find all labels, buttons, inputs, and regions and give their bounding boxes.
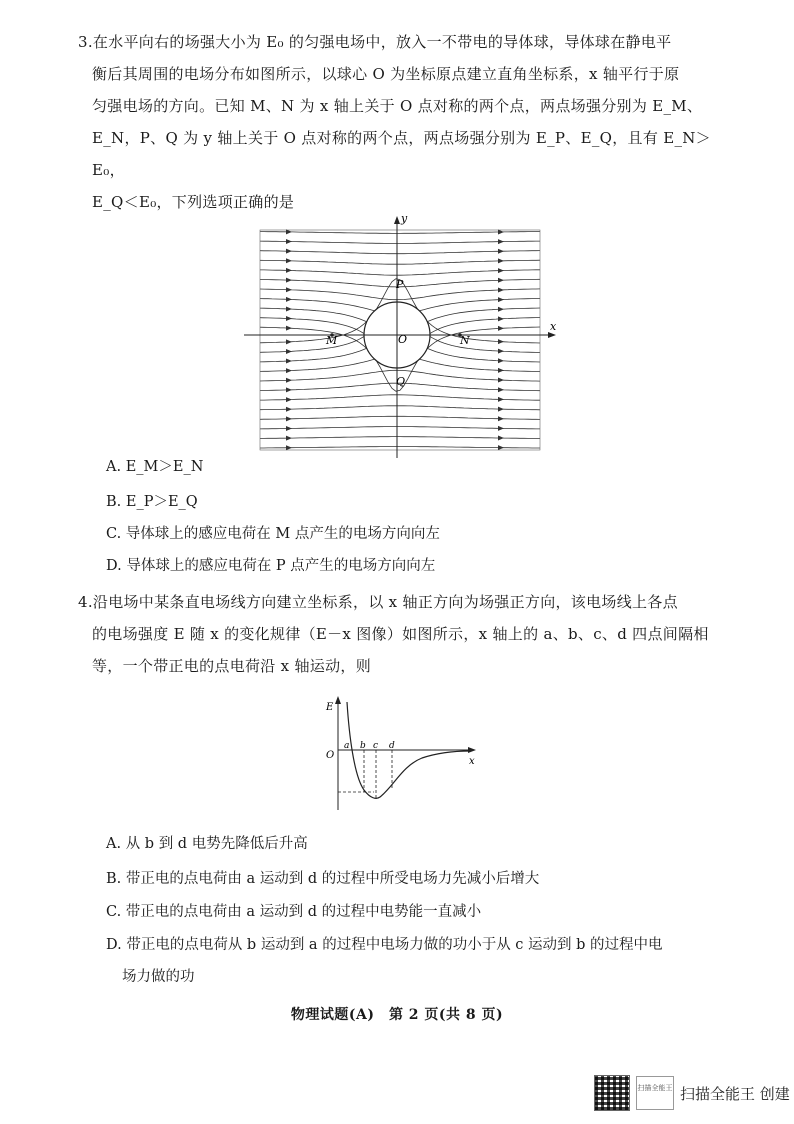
y-axis-arrow-icon	[394, 216, 400, 224]
x-axis-arrow-icon	[468, 747, 476, 753]
field-arrow-icon	[286, 416, 292, 421]
field-arrow-icon	[286, 359, 292, 364]
q4-option-c[interactable]: C. 带正电的点电荷由 a 运动到 d 的过程中电势能一直减小	[106, 904, 482, 920]
label-P: P	[396, 278, 404, 291]
label-M: M	[326, 334, 338, 347]
field-arrow-icon	[286, 278, 292, 283]
field-arrow-icon	[498, 278, 504, 283]
field-arrow-icon	[498, 297, 504, 302]
q3-line-1: 3.在水平向右的场强大小为 E₀ 的匀强电场中，放入一不带电的导体球，导体球在静电平	[78, 33, 672, 51]
field-arrow-icon	[498, 358, 504, 363]
field-arrow-icon	[498, 316, 504, 321]
field-arrow-icon	[286, 349, 292, 354]
field-arrow-icon	[498, 397, 504, 402]
q4-option-d-cont: 场力做的功	[122, 969, 195, 985]
field-arrow-icon	[286, 316, 292, 321]
field-arrow-icon	[498, 426, 504, 431]
field-arrow-icon	[498, 307, 504, 312]
q3-option-a[interactable]: A. E_M＞E_N	[106, 459, 204, 475]
field-arrow-icon	[498, 339, 504, 344]
label-O: O	[326, 750, 335, 761]
q4-line-3: 等，一个带正电的点电荷沿 x 轴运动，则	[92, 657, 371, 675]
label-c: c	[373, 741, 379, 751]
q4-option-d[interactable]: D. 带正电的点电荷从 b 运动到 a 的过程中电场力做的功小于从 c 运动到 b 的过程中电	[106, 937, 663, 953]
field-arrow-icon	[286, 339, 292, 344]
field-arrow-icon	[498, 287, 504, 292]
field-arrow-icon	[286, 426, 292, 431]
label-E: E	[326, 702, 334, 713]
field-arrow-icon	[286, 407, 292, 412]
q4-option-b[interactable]: B. 带正电的点电荷由 a 运动到 d 的过程中所受电场力先减小后增大	[106, 871, 540, 887]
q3-option-b[interactable]: B. E_P＞E_Q	[106, 494, 198, 510]
page-footer: 物理试题(A) 第 2 页(共 8 页)	[290, 1007, 504, 1023]
label-y: y	[401, 212, 408, 225]
field-arrow-icon	[498, 407, 504, 412]
field-arrow-icon	[286, 287, 292, 292]
field-arrow-icon	[286, 387, 292, 392]
label-O: O	[398, 333, 408, 346]
field-arrow-icon	[498, 436, 504, 441]
field-arrow-icon	[286, 397, 292, 402]
scanner-watermark	[594, 1076, 790, 1110]
scanner-logo-icon: 扫描全能王	[636, 1076, 674, 1110]
field-arrow-icon	[498, 368, 504, 373]
field-arrow-icon	[286, 249, 292, 254]
q4-line-1: 4.沿电场中某条直电场线方向建立坐标系，以 x 轴正方向为场强正方向，该电场线上各点	[78, 593, 678, 611]
field-arrow-icon	[286, 268, 292, 273]
field-arrow-icon	[498, 416, 504, 421]
field-arrow-icon	[498, 258, 504, 263]
field-arrow-icon	[286, 326, 292, 331]
q3-option-c[interactable]: C. 导体球上的感应电荷在 M 点产生的电场方向向左	[106, 526, 440, 542]
watermark-text: 扫描全能王 创建	[680, 1084, 790, 1103]
field-arrow-icon	[286, 258, 292, 263]
q4-option-a[interactable]: A. 从 b 到 d 电势先降低后升高	[106, 836, 308, 852]
q3-line-5: E_Q＜E₀，下列选项正确的是	[92, 193, 295, 211]
q3-field-figure	[240, 210, 560, 460]
q4-line-2: 的电场强度 E 随 x 的变化规律（E－x 图像）如图所示，x 轴上的 a、b、c、d 四点间隔相	[92, 625, 709, 643]
q4-ex-graph	[322, 694, 482, 814]
field-arrow-icon	[286, 306, 292, 311]
label-a: a	[344, 741, 350, 751]
field-arrow-icon	[286, 445, 292, 450]
q3-line-2: 衡后其周围的电场分布如图所示，以球心 O 为坐标原点建立直角坐标系，x 轴平行于原	[92, 65, 680, 83]
label-N: N	[460, 334, 470, 347]
label-x: x	[469, 756, 475, 767]
field-arrow-icon	[286, 378, 292, 383]
qr-code-icon	[594, 1075, 630, 1111]
q3-line-3: 匀强电场的方向。已知 M、N 为 x 轴上关于 O 点对称的两个点，两点场强分别为 E_M、	[92, 97, 703, 115]
field-arrow-icon	[286, 436, 292, 441]
question-3-stem	[78, 26, 728, 218]
label-x: x	[550, 320, 557, 333]
field-arrow-icon	[498, 349, 504, 354]
field-lines-diagram	[240, 210, 560, 460]
q3-line-4: E_N，P、Q 为 y 轴上关于 O 点对称的两个点，两点场强分别为 E_P、E_Q，且有 E_N＞E₀，	[92, 129, 711, 179]
field-arrow-icon	[498, 387, 504, 392]
field-arrow-icon	[286, 239, 292, 244]
field-arrow-icon	[498, 445, 504, 450]
field-arrow-icon	[498, 326, 504, 331]
field-arrow-icon	[498, 378, 504, 383]
label-d: d	[389, 741, 395, 751]
field-arrow-icon	[286, 368, 292, 373]
label-b: b	[360, 741, 366, 751]
q3-option-d[interactable]: D. 导体球上的感应电荷在 P 点产生的电场方向向左	[106, 558, 436, 574]
e-x-graph	[322, 694, 482, 814]
label-Q: Q	[396, 375, 406, 388]
field-arrow-icon	[498, 268, 504, 273]
e-axis-arrow-icon	[335, 696, 341, 704]
field-arrow-icon	[498, 249, 504, 254]
field-arrow-icon	[498, 239, 504, 244]
question-4-stem	[78, 586, 728, 682]
field-arrow-icon	[286, 297, 292, 302]
